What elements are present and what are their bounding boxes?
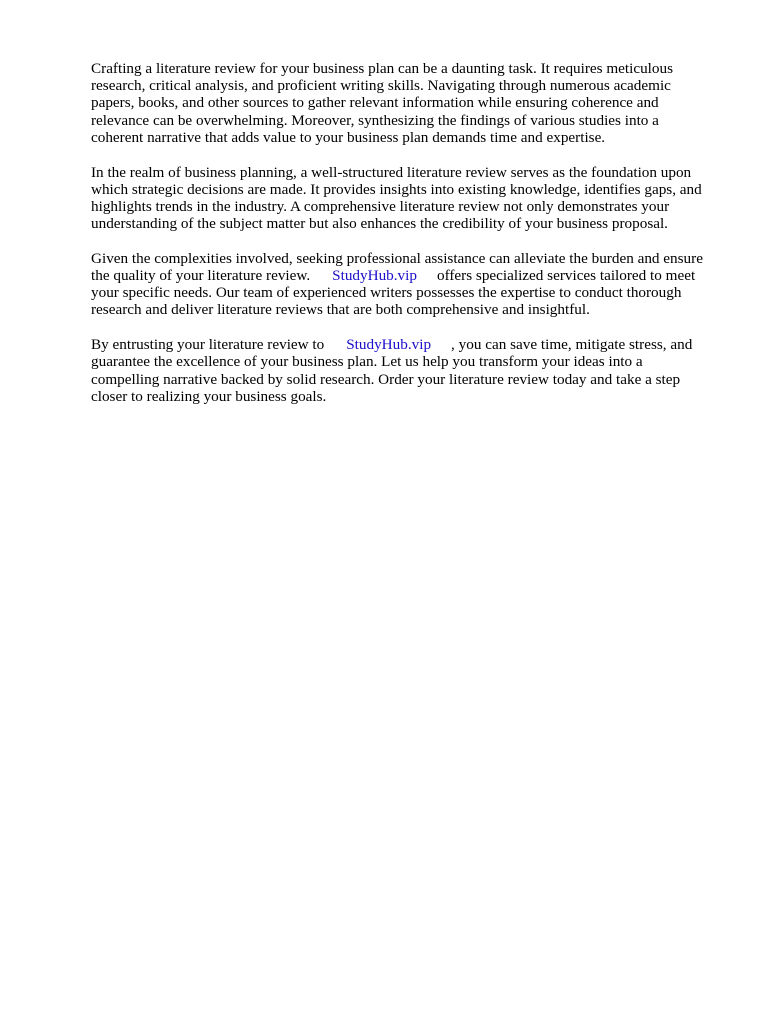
document-page	[91, 60, 721, 422]
text-line: papers, books, and other sources to gather relevant information while ensuring coherence and	[91, 94, 659, 112]
paragraph-importance	[91, 164, 721, 233]
text-line: closer to realizing your business goals.	[91, 387, 327, 405]
text-line	[91, 267, 721, 284]
text-line	[91, 336, 721, 353]
studyhub-link[interactable]: StudyHub.vip	[346, 336, 432, 354]
text-line: Given the complexities involved, seeking professional assistance can alleviate the burden and ensure	[91, 249, 703, 267]
text-line: understanding of the subject matter but also enhances the credibility of your business proposal.	[91, 215, 668, 233]
text-segment: By entrusting your literature review to	[91, 336, 325, 354]
text-line: Crafting a literature review for your business plan can be a daunting task. It requires meticulous	[91, 60, 674, 77]
text-line: guarantee the excellence of your business plan. Let us help you transform your ideas into a	[91, 353, 643, 371]
text-line: In the realm of business planning, a well-structured literature review serves as the foundation upon	[91, 163, 692, 181]
text-segment: offers specialized services tailored to meet	[436, 267, 696, 285]
studyhub-link[interactable]: StudyHub.vip	[332, 267, 417, 285]
text-segment: the quality of your literature review.	[91, 267, 311, 285]
text-line: relevance can be overwhelming. Moreover, synthesizing the findings of various studies into a	[91, 111, 659, 129]
text-line: research and deliver literature reviews that are both comprehensive and insightful.	[91, 301, 590, 319]
text-line: research, critical analysis, and proficient writing skills. Navigating through numerous academic	[91, 77, 671, 95]
text-segment: , you can save time, mitigate stress, and	[451, 336, 693, 354]
paragraph-intro	[91, 60, 721, 146]
text-line: which strategic decisions are made. It provides insights into existing knowledge, identifies gaps, and	[91, 180, 702, 198]
text-line: highlights trends in the industry. A comprehensive literature review not only demonstrates your	[91, 197, 670, 215]
text-line: your specific needs. Our team of experienced writers possesses the expertise to conduct thorough	[91, 284, 682, 302]
paragraph-assistance	[91, 250, 721, 319]
paragraph-closing	[91, 336, 721, 405]
text-line: coherent narrative that adds value to your business plan demands time and expertise.	[91, 128, 606, 146]
text-line: compelling narrative backed by solid research. Order your literature review today and take a step	[91, 370, 681, 388]
